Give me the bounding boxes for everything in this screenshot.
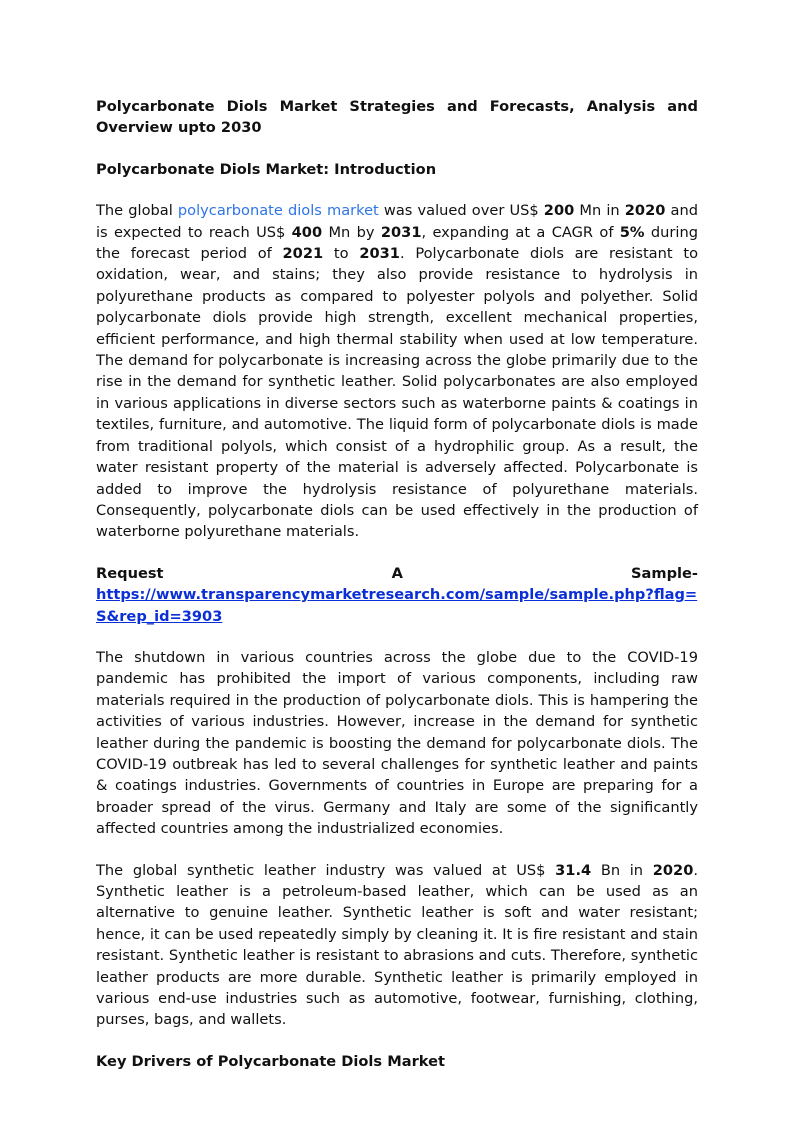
intro-heading: Polycarbonate Diols Market: Introduction: [96, 160, 437, 178]
covid-paragraph: The shutdown in various countries across the globe due to the COVID-19 pandemic has prohibited the import of various components, including raw materials required in the production of polycarbonate diols. This is hampering the activities of various industries. However, increase in the demand for synthetic leather during the pandemic is boosting the demand for polycarbonate diols. The COVID-19 outbreak has led to several challenges for synthetic leather and paints & coatings industries. Governments of countries in Europe are preparing for a broader spread of the virus. Germany and Italy are some of the significantly affected countries among the industrialized economies.: [96, 648, 698, 838]
value-year-2020: 2020: [652, 861, 694, 879]
request-word: A: [391, 564, 403, 582]
text-run: The global: [96, 202, 178, 220]
value-year-2020: 2020: [624, 202, 666, 220]
text-run: . Polycarbonate diols are resistant to oxidation, wear, and stains; they also provide resistance to hydrolysis in polyurethane products as compared to polyester polyols and polyether. Solid polycarbonate diols provide high strength, excellent mechanical properties, efficient performance, and high thermal stability when used at low temperature. The demand for polycarbonate is increasing across the globe primarily due to the rise in the demand for synthetic leather. Solid polycarbonates are also employed in various applications in diverse sectors such as waterborne paints & coatings in textiles, furniture, and automotive. The liquid form of polycarbonate diols is made from traditional polyols, which consist of a hydrophilic group. As a result, the water resistant property of the material is adversely affected. Polycarbonate is added to improve the hydrolysis resistance of polyurethane materials. Consequently, polycarbonate diols can be used effectively in the production of waterborne polyurethane materials.: [96, 245, 698, 541]
text-run: The global synthetic leather industry was valued at US$: [96, 861, 556, 879]
document-page: [96, 96, 698, 1092]
text-run: to: [323, 245, 360, 263]
value-2031-size: 400: [291, 223, 323, 241]
drivers-heading: Key Drivers of Polycarbonate Diols Market: [96, 1052, 445, 1070]
text-run: and is expected to reach US$: [96, 202, 698, 241]
market-link[interactable]: polycarbonate diols market: [177, 202, 379, 220]
value-cagr: 5%: [619, 223, 645, 241]
text-run: Mn by: [322, 223, 381, 241]
text-run: Mn in: [574, 202, 625, 220]
value-forecast-start: 2021: [282, 245, 324, 263]
text-run: Bn in: [591, 861, 653, 879]
sample-request-link[interactable]: https://www.transparencymarketresearch.com/sample/sample.php?flag=S&rep_id=3903: [96, 586, 698, 625]
value-forecast-end: 2031: [359, 245, 400, 263]
value-leather-size: 31.4: [555, 861, 592, 879]
text-run: during the forecast period of: [96, 223, 698, 263]
request-word: Request: [96, 564, 164, 582]
synthetic-leather-paragraph: [96, 860, 698, 1031]
request-sample-line: [96, 563, 698, 584]
text-run: , expanding at a CAGR of: [421, 223, 620, 241]
value-year-2031: 2031: [380, 223, 422, 241]
text-run: was valued over US$: [378, 202, 544, 220]
text-run: . Synthetic leather is a petroleum-based leather, which can be used as an alternative to genuine leather. Synthetic leather is soft and water resistant; hence, it can be used repeatedly simply by cleaning it. It is fire resistant and stain resistant. Synthetic leather is resistant to abrasions and cuts. Therefore, synthetic leather products are more durable. Synthetic leather is primarily employed in various end-use industries such as automotive, footwear, furnishing, clothing, purses, bags, and wallets.: [96, 861, 698, 1029]
value-2020-size: 200: [543, 202, 575, 220]
request-word: Sample-: [631, 564, 698, 582]
document-title: Polycarbonate Diols Market Strategies and Forecasts, Analysis and Overview upto 2030: [96, 98, 698, 137]
intro-paragraph: [96, 200, 698, 543]
